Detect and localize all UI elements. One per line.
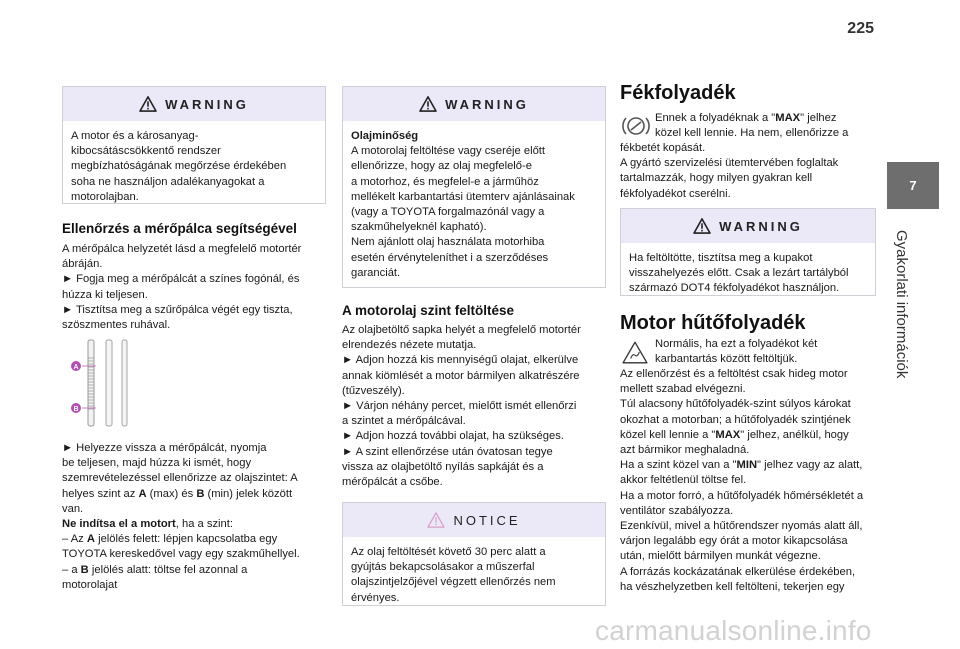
- warning-line: motorolajban.: [71, 190, 139, 203]
- notice-triangle-icon: [427, 512, 445, 528]
- text-line: ► Helyezze vissza a mérőpálcát, nyomja: [62, 442, 267, 454]
- section-heading-brake-fluid: Fékfolyadék: [620, 82, 736, 104]
- warning-line: származó DOT4 fékfolyadékot használjon.: [629, 282, 840, 295]
- notice-body: [343, 537, 605, 614]
- page-number: 225: [847, 20, 874, 37]
- notice-line: érvényes.: [351, 591, 400, 604]
- notice-line: olajszintjelzőjével végzett ellenőrzés nem: [351, 576, 556, 589]
- text-line: Ha a motor forró, a hűtőfolyadék hőmérsékletét a: [620, 489, 864, 502]
- section-heading-coolant: Motor hűtőfolyadék: [620, 312, 806, 334]
- warning-label: WARNING: [445, 96, 529, 112]
- mark-a: A: [86, 533, 95, 546]
- text-line: A mérőpálca helyzetét lásd a megfelelő motortér: [62, 243, 302, 255]
- text-line: be teljesen, majd húzza ki ismét, hogy: [62, 457, 252, 470]
- warning-line: soha ne használjon adalékanyagokat a: [71, 175, 265, 188]
- text-line: a szintet a mérőpálcával.: [342, 415, 466, 428]
- text-span: Ha a szint közel van a ": [620, 459, 737, 472]
- text-line: motorolajat: [62, 578, 118, 591]
- brake-warning-icon: [620, 113, 652, 139]
- warning-line: Nem ajánlott olaj használata motorhiba: [351, 236, 545, 249]
- warning-line: Ha feltöltötte, tisztítsa meg a kupakot: [629, 252, 813, 264]
- text-line: közel kell lennie. Ha nem, ellenőrizze a: [655, 127, 849, 140]
- max-mark: MAX: [775, 112, 801, 124]
- marker-b-label: B: [73, 406, 79, 413]
- warning-body: [343, 121, 605, 289]
- text-line: várjon legalább egy órát a motor kikapcsolása: [620, 535, 848, 548]
- text-line: ► A szint ellenőrzése után óvatosan tegye: [342, 445, 553, 458]
- chapter-tab[interactable]: 7: [887, 162, 939, 209]
- chapter-title-text: Gyakorlati információk: [893, 230, 910, 379]
- text-line: annak kiömlését a motor bármilyen alkatrészére: [342, 369, 580, 382]
- text-line: ► Várjon néhány percet, mielőtt ismét ellenőrzi: [342, 400, 577, 413]
- coolant-text-indented: [655, 337, 875, 367]
- min-mark: MIN: [736, 459, 758, 472]
- warning-triangle-icon: [419, 96, 437, 112]
- dipstick-illustration: [62, 336, 162, 428]
- warning-line: megbízhatóságának megőrzése érdekében: [71, 160, 287, 173]
- warning-header: [63, 87, 325, 121]
- bold-text: Ne indítsa el a motort: [62, 518, 176, 531]
- text-line: okozhat a motorban; a hűtőfolyadék szintjének: [620, 413, 851, 426]
- text-span: helyes szint az: [62, 487, 139, 500]
- text-line: vissza az olajbetöltő nyílás sapkáját és a: [342, 460, 544, 473]
- notice-header: [343, 503, 605, 537]
- text-line: akkor feltétlenül töltse fel.: [620, 474, 747, 487]
- warning-box-additives: [62, 86, 326, 204]
- text-line: után, mielőtt bármilyen munkát végezne.: [620, 550, 821, 563]
- max-mark: MAX: [715, 428, 741, 441]
- coolant-caution-icon: [622, 340, 648, 364]
- warning-triangle-icon: [139, 96, 157, 112]
- warning-line: mellékelt karbantartási ütemterv ajánlásainak: [351, 190, 575, 203]
- text-span: (max) és: [146, 487, 197, 500]
- text-line: [62, 487, 326, 502]
- text-line: van.: [62, 502, 84, 515]
- text-line: ábráján.: [62, 258, 103, 271]
- text-span: Ennek a folyadéknak a ": [655, 112, 776, 124]
- text-span: " jelhez, anélkül, hogy: [740, 428, 849, 441]
- text-line: (tűzveszély).: [342, 384, 405, 397]
- text-line: A gyártó szervizelési ütemtervében foglaltak: [620, 157, 839, 170]
- text-line: ventilátor szabályozza.: [620, 504, 734, 517]
- text-span: közel kell lennie a ": [620, 428, 716, 441]
- text-span: " jelhez vagy az alatt,: [757, 459, 863, 472]
- text-line: Normális, ha ezt a folyadékot két: [655, 338, 818, 350]
- warning-line: esetén érvényteleníthet i a szerződéses: [351, 251, 549, 264]
- text-span: jelölés felett: lépjen kapcsolatba egy: [94, 533, 278, 546]
- text-span: , ha a szint:: [175, 518, 233, 531]
- warning-line: visszahelyezés előtt. Csak a lezárt tartályból: [629, 267, 849, 280]
- brake-fluid-text-indented: [655, 111, 875, 141]
- dipstick-instructions: [62, 242, 326, 333]
- text-span: – a: [62, 563, 81, 576]
- section-heading-dipstick: Ellenőrzés a mérőpálca segítségével: [62, 221, 297, 236]
- warning-line: (vagy a TOYOTA forgalmazónál vagy a: [351, 206, 545, 219]
- text-line: A forrázás kockázatának elkerülése érdekében,: [620, 565, 856, 578]
- text-span: " jelhez: [800, 112, 837, 124]
- mark-b: B: [196, 487, 205, 500]
- text-line: [62, 532, 326, 547]
- notice-box-oil: [342, 502, 606, 606]
- text-span: – Az: [62, 533, 87, 546]
- coolant-text: [620, 367, 876, 595]
- warning-label: WARNING: [719, 218, 803, 234]
- text-line: Ezenkívül, mivel a hűtőrendszer nyomás alatt áll,: [620, 520, 863, 533]
- text-line: elrendezés nézete mutatja.: [342, 339, 477, 352]
- warning-line: kibocsátáscsökkentő rendszer: [71, 145, 221, 158]
- text-line: húzza ki teljesen.: [62, 288, 148, 301]
- warning-triangle-icon: [693, 218, 711, 234]
- text-line: ► Fogja meg a mérőpálcát a színes fogónál, és: [62, 273, 300, 286]
- text-line: Az olajbetöltő sapka helyét a megfelelő motortér: [342, 324, 581, 336]
- notice-label: NOTICE: [453, 512, 521, 528]
- warning-line: A motorolaj feltöltése vagy cseréje előtt: [351, 145, 546, 158]
- warning-header: [343, 87, 605, 121]
- text-line: azt bármikor meghaladná.: [620, 444, 750, 457]
- text-line: mellett szabad elvégezni.: [620, 383, 746, 396]
- text-line: mérőpálcát a csőbe.: [342, 476, 443, 489]
- text-line: Az ellenőrzést és a feltöltést csak hideg motor: [620, 368, 848, 380]
- text-line: [620, 458, 876, 473]
- text-line: fékfolyadékot cserélni.: [620, 187, 731, 200]
- oil-topup-instructions: [342, 323, 606, 490]
- chapter-title: [893, 226, 933, 386]
- warning-body: [621, 243, 875, 305]
- text-line: Túl alacsony hűtőfolyadék-szint súlyos károkat: [620, 398, 851, 411]
- text-line: TOYOTA kereskedővel vagy egy szakműhellyel.: [62, 548, 300, 561]
- brake-fluid-text: [620, 141, 876, 202]
- mark-b: B: [80, 563, 89, 576]
- section-heading-oil-topup: A motorolaj szint feltöltése: [342, 303, 515, 318]
- text-line: ► Adjon hozzá kis mennyiségű olajat, elkerülve: [342, 354, 579, 367]
- text-line: tartalmazzák, hogy milyen gyakran kell: [620, 172, 813, 185]
- text-line: ► Adjon hozzá további olajat, ha szükséges.: [342, 430, 564, 443]
- warning-body: [63, 121, 325, 213]
- text-span: (min) jelek között: [204, 487, 293, 500]
- text-line: [62, 563, 326, 578]
- warning-line: garanciát.: [351, 266, 401, 279]
- marker-a-label: A: [73, 364, 79, 371]
- notice-line: gyújtás bekapcsolásakor a műszerfal: [351, 561, 535, 574]
- warning-line: a motorhoz, és megfelel-e a járműhöz: [351, 175, 539, 188]
- text-line: fékbetét kopását.: [620, 142, 706, 154]
- mark-a: A: [138, 487, 147, 500]
- warning-line: szakműhelyeknél kapható).: [351, 221, 487, 234]
- warning-label: WARNING: [165, 96, 249, 112]
- watermark: carmanualsonline.info: [595, 615, 872, 646]
- warning-title: Olajminőség: [351, 130, 419, 142]
- notice-line: Az olaj feltöltését követő 30 perc alatt a: [351, 546, 546, 558]
- text-line: [655, 111, 875, 126]
- text-line: szemrevételezéssel ellenőrizze az olajszintet: A: [62, 472, 298, 485]
- text-line: [62, 517, 326, 532]
- warning-box-oil-quality: [342, 86, 606, 288]
- text-line: karbantartás között feltöltjük.: [655, 353, 798, 366]
- text-span: jelölés alatt: töltse fel azonnal a: [88, 563, 248, 576]
- text-line: szöszmentes ruhával.: [62, 319, 171, 332]
- warning-line: A motor és a károsanyag-: [71, 130, 199, 142]
- text-line: [620, 428, 876, 443]
- warning-box-brake: [620, 208, 876, 296]
- text-line: ► Tisztítsa meg a szűrőpálca végét egy tiszta,: [62, 303, 293, 316]
- dipstick-check-text: [62, 441, 326, 593]
- text-line: ha vészhelyzetben kell feltölteni, tekerjen egy: [620, 580, 845, 593]
- warning-line: ellenőrizze, hogy az olaj megfelelő-e: [351, 160, 532, 173]
- warning-header: [621, 209, 875, 243]
